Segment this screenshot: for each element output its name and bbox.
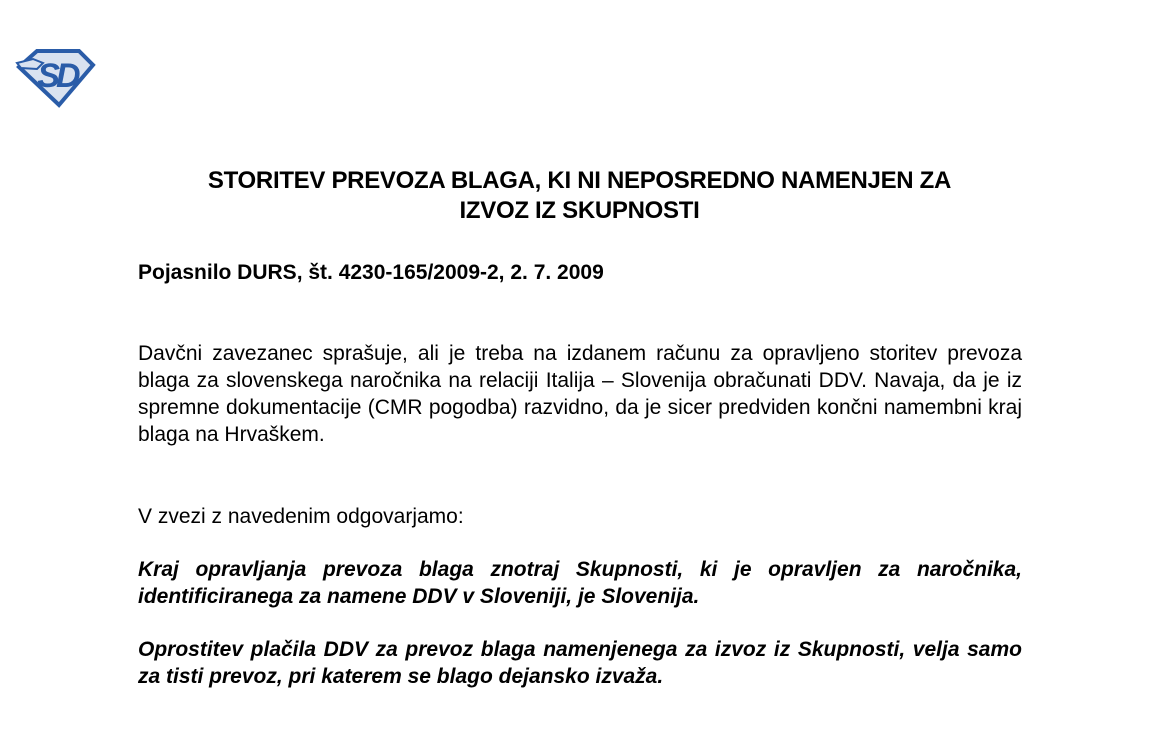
logo-letters: SD xyxy=(37,57,77,95)
answer-intro: V zvezi z navedenim odgovarjamo: xyxy=(138,505,464,528)
sd-shield-icon xyxy=(13,46,97,110)
sd-logo xyxy=(13,46,97,110)
answer-paragraph-1: Kraj opravljanja prevoza blaga znotraj Skupnosti, ki je opravljen za naročnika, identificiranega za namene DDV v Sloveniji, je Slovenija. xyxy=(138,558,1022,608)
reference-line: Pojasnilo DURS, št. 4230-165/2009-2, 2. 7. 2009 xyxy=(138,261,604,284)
answer-paragraph-2: Oprostitev plačila DDV za prevoz blaga namenjenega za izvoz iz Skupnosti, velja samo za tisti prevoz, pri katerem se blago dejansko izvaža. xyxy=(138,638,1022,688)
document-title xyxy=(138,166,1021,226)
document-title-line-2: IZVOZ IZ SKUPNOSTI xyxy=(459,197,700,224)
question-paragraph: Davčni zavezanec sprašuje, ali je treba na izdanem računu za opravljeno storitev prevoza blaga za slovenskega naročnika na relaciji Italija – Slovenija obračunati DDV. Navaja, da je iz spremne dokumentacije (CMR pogodba) razvidno, da je sicer predviden končni namembni kraj blaga na Hrvaškem. xyxy=(138,342,1022,446)
document-title-line-1: STORITEV PREVOZA BLAGA, KI NI NEPOSREDNO NAMENJEN ZA xyxy=(207,167,952,194)
